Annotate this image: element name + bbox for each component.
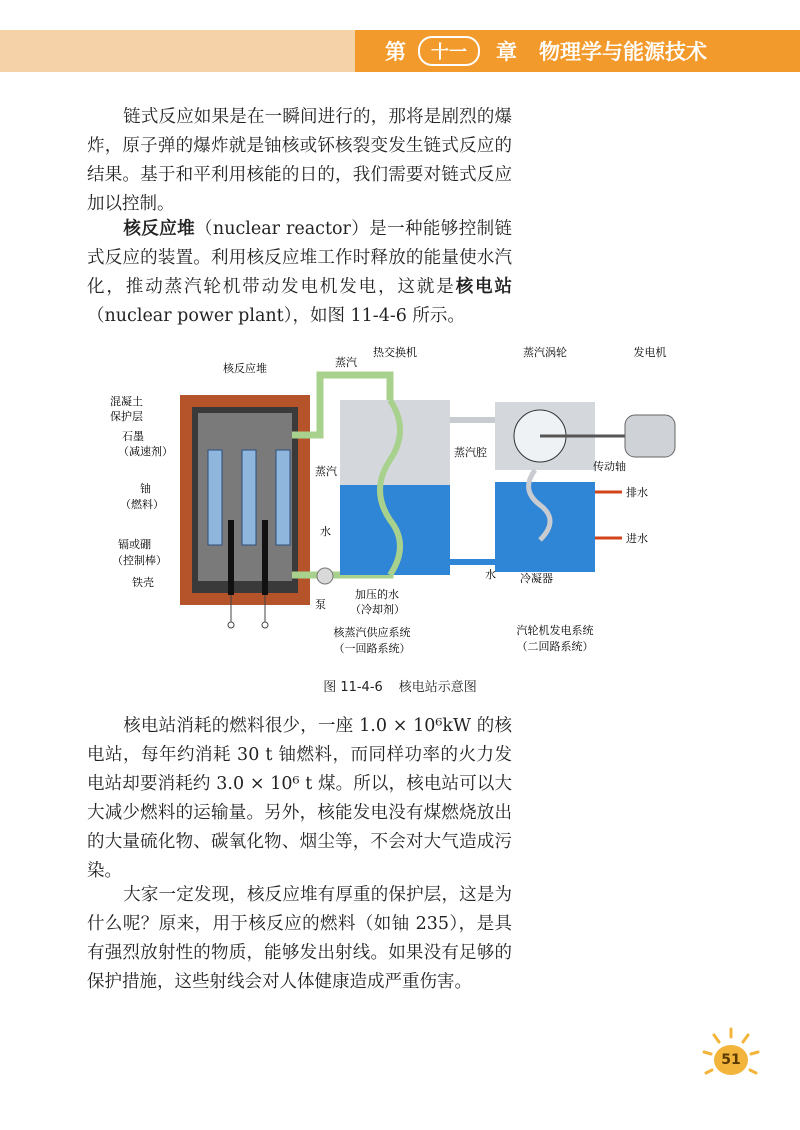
paragraph-4 <box>87 881 512 997</box>
cable-end <box>262 622 268 628</box>
label-pressurized-2: （冷却剂） <box>350 603 405 616</box>
fuel-rod <box>208 450 222 545</box>
label-cadmium-1: 镉或硼 <box>118 538 151 551</box>
chapter-number: 十一 <box>418 36 480 66</box>
cable-end <box>228 622 234 628</box>
caption-text: 核电站示意图 <box>398 680 477 695</box>
paragraph-2-text-a: （nuclear reactor）是一种能够控制链式反应的装置。利用核反应堆工作时释放的能量使水汽化，推动蒸汽轮机带动发电机发电，这就是 <box>87 219 513 297</box>
label-system1-2: （一回路系统） <box>333 642 411 655</box>
label-cadmium-2: （控制棒） <box>112 554 167 567</box>
label-steam-top: 蒸汽 <box>335 356 357 369</box>
label-system2-2: （二回路系统） <box>516 640 594 653</box>
label-water-bottom: 水 <box>485 568 496 581</box>
label-concrete-1: 混凝土 <box>110 395 143 408</box>
label-uranium-2: （燃料） <box>120 498 164 511</box>
label-uranium-1: 铀 <box>140 482 151 495</box>
label-turbine: 蒸汽涡轮 <box>523 346 567 359</box>
paragraph-2 <box>87 215 512 331</box>
label-iron-shell: 铁壳 <box>132 576 154 589</box>
nuclear-plant-diagram <box>110 340 690 670</box>
paragraph-3 <box>87 712 512 886</box>
paragraph-1 <box>87 103 512 219</box>
label-system2-1: 汽轮机发电系统 <box>516 624 594 637</box>
label-condenser: 冷凝器 <box>520 572 553 585</box>
diagram-svg <box>110 340 690 670</box>
label-pump: 泵 <box>315 598 326 611</box>
caption-number: 图 11-4-6 <box>323 680 383 695</box>
label-generator: 发电机 <box>633 346 667 359</box>
label-water-mid: 水 <box>320 525 331 538</box>
fuel-rod <box>242 450 256 545</box>
page-number: 51 <box>714 1045 748 1075</box>
chapter-title: 物理学与能源技术 <box>539 40 707 64</box>
figure-caption <box>110 676 690 695</box>
pump-icon <box>317 568 333 584</box>
label-reactor: 核反应堆 <box>223 362 267 375</box>
paragraph-1-text: 链式反应如果是在一瞬间进行的，那将是剧烈的爆炸，原子弹的爆炸就是铀核或钚核裂变发生链式反应的结果。基于和平利用核能的日的，我们需要对链式反应加以控制。 <box>87 107 512 214</box>
control-rod <box>262 520 268 595</box>
label-system1-1: 核蒸汽供应系统 <box>333 626 411 639</box>
chapter-suffix: 章 <box>496 40 517 64</box>
chapter-prefix: 第 <box>385 40 406 64</box>
label-graphite-1: 石墨 <box>122 430 144 443</box>
term-nuclear-power-plant: 核电站 <box>455 277 513 297</box>
paragraph-4-text: 大家一定发现，核反应堆有厚重的保护层，这是为什么呢？原来，用于核反应的燃料（如铀 235），是具有强烈放射性的物质，能够发出射线。如果没有足够的保护措施，这些射线会对人体健康造成严重伤害。 <box>87 885 512 992</box>
paragraph-2-text-b: （nuclear power plant），如图 11-4-6 所示。 <box>87 306 465 326</box>
label-steam-mid: 蒸汽 <box>315 465 337 478</box>
label-drain: 排水 <box>626 486 648 499</box>
fuel-rod <box>276 450 290 545</box>
label-graphite-2: （减速剂） <box>118 445 173 458</box>
condenser-tank <box>495 482 595 572</box>
label-heat-exchanger: 热交换机 <box>373 346 417 359</box>
label-concrete-2: 保护层 <box>110 410 143 423</box>
chapter-header <box>355 30 800 72</box>
page-number-badge <box>700 1025 770 1095</box>
label-inlet: 进水 <box>626 532 648 545</box>
generator-icon <box>625 415 675 457</box>
control-rod <box>228 520 234 595</box>
label-steam-chamber: 蒸汽腔 <box>454 446 487 459</box>
paragraph-3-text: 核电站消耗的燃料很少，一座 1.0 × 10⁶kW 的核电站，每年约消耗 30 t 铀燃料，而同样功率的火力发电站却要消耗约 3.0 × 10⁶ t 煤。所以，核电站可以大大减少燃料的运输量。另外，核能发电没有煤燃烧放出的大量硫化物、碳氧化物、烟尘等，不会对大气造成污染。 <box>87 716 512 881</box>
label-drive-shaft: 传动轴 <box>593 460 626 473</box>
label-pressurized-1: 加压的水 <box>355 588 399 601</box>
term-nuclear-reactor: 核反应堆 <box>123 219 196 239</box>
